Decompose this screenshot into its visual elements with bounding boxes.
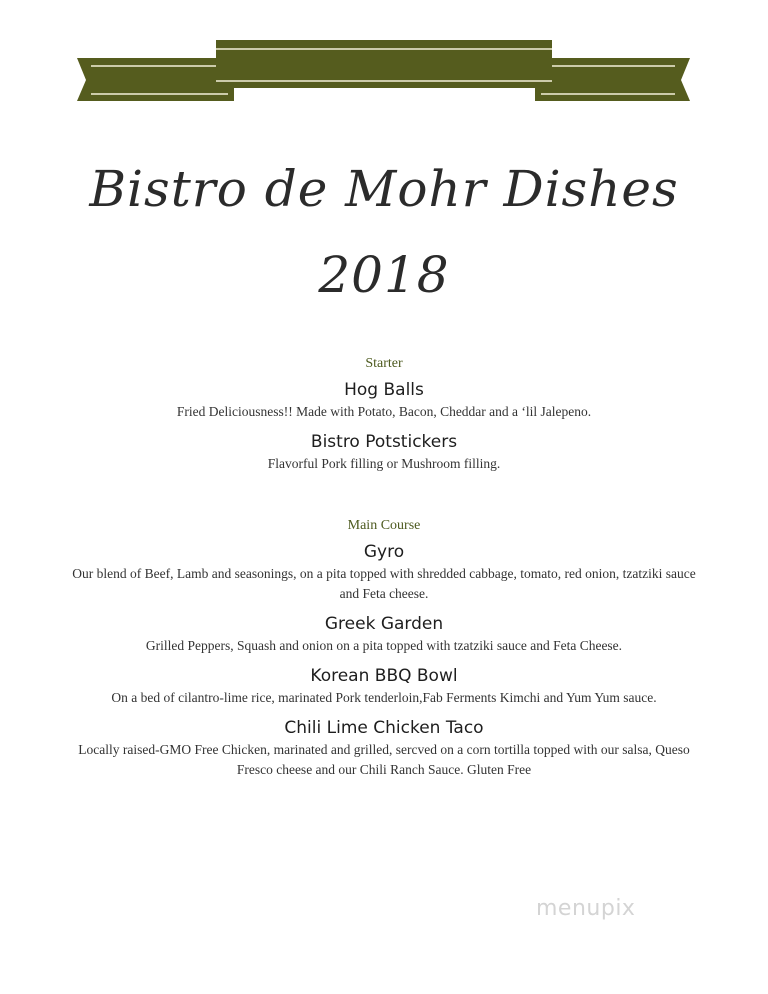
menu-year: 2018 (318, 246, 450, 304)
dish-item (0, 716, 768, 780)
section-label: Main Course (347, 518, 421, 533)
dish-description: Grilled Peppers, Squash and onion on a pita topped with tzatziki sauce and Feta Cheese. (145, 638, 623, 653)
dish-description: On a bed of cilantro-lime rice, marinated Pork tenderloin,Fab Ferments Kimchi and Yum Yum sauce. (111, 690, 657, 705)
dish-item (0, 378, 768, 422)
dish-name: Chili Lime Chicken Taco (284, 718, 484, 738)
section-starter (0, 356, 768, 482)
dish-description: Locally raised-GMO Free Chicken, marinated and grilled, sercved on a corn tortilla topped with our salsa, Queso Fresco cheese and our Chili Ranch Sauce. Gluten Free (78, 742, 690, 777)
dish-name: Korean BBQ Bowl (310, 666, 458, 686)
section-main-course (0, 518, 768, 788)
dish-description: Fried Deliciousness!! Made with Potato, Bacon, Cheddar and a ‘lil Jalepeno. (176, 404, 592, 419)
dish-name: Greek Garden (324, 614, 444, 634)
dish-description: Our blend of Beef, Lamb and seasonings, on a pita topped with shredded cabbage, tomato, red onion, tzatziki sauce and Feta cheese. (72, 566, 696, 601)
dish-name: Gyro (363, 542, 405, 562)
dish-item (0, 612, 768, 656)
menu-title: Bistro de Mohr Dishes (89, 160, 679, 218)
dish-description: Flavorful Pork filling or Mushroom filling. (267, 456, 501, 471)
watermark: menupix (536, 896, 636, 921)
section-label: Starter (365, 356, 403, 371)
dish-name: Bistro Potstickers (310, 432, 458, 452)
dish-name: Hog Balls (344, 380, 424, 400)
dish-item (0, 540, 768, 604)
dish-item (0, 664, 768, 708)
ribbon-banner-decoration (0, 0, 768, 120)
dish-item (0, 430, 768, 474)
